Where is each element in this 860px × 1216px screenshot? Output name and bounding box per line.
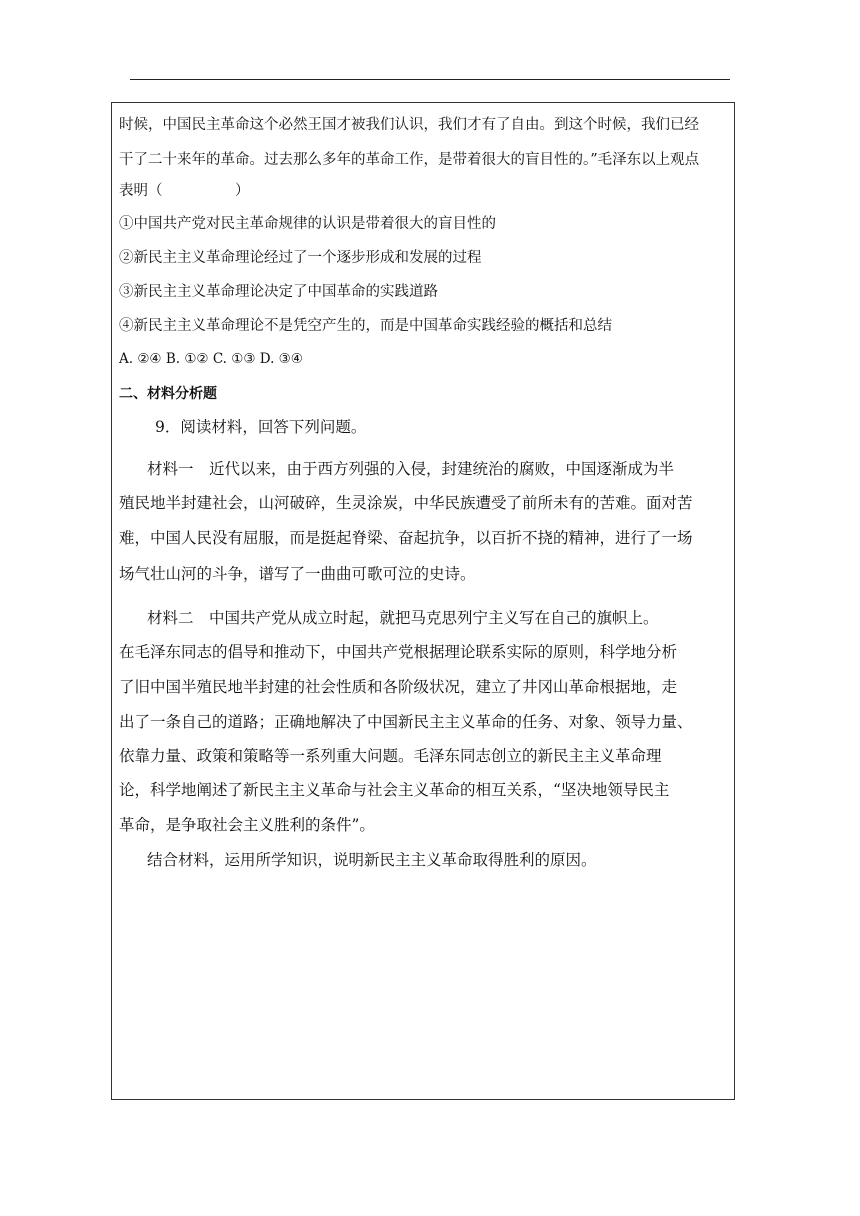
- q8-stem-line-3: 表明（ ）: [119, 183, 250, 199]
- material2-line-2: 在毛泽东同志的倡导和推动下，中国共产党根据理论联系实际的原则，科学地分析: [119, 643, 678, 661]
- q8-option-3: ③新民主主义革命理论决定了中国革命的实践道路: [119, 284, 438, 300]
- q8-answer-choices: A. ②④ B. ①② C. ①③ D. ③④: [119, 351, 303, 367]
- material2-line-7: 革命，是争取社会主义胜利的条件”。: [119, 816, 375, 834]
- q8-stem-line-2: 干了二十来年的革命。过去那么多年的革命工作，是带着很大的盲目性的。”毛泽东以上观点: [119, 152, 700, 168]
- material1-line-4: 场气壮山河的斗争，谱写了一曲曲可歌可泣的史诗。: [119, 565, 476, 583]
- question-table-cell: [111, 102, 735, 1100]
- q8-option-2: ②新民主主义革命理论经过了一个逐步形成和发展的过程: [119, 250, 482, 266]
- q9-intro: 9．阅读材料，回答下列问题。: [155, 418, 367, 436]
- material1-line-2: 殖民地半封建社会，山河破碎，生灵涂炭，中华民族遭受了前所未有的苦难。面对苦: [119, 494, 693, 512]
- q8-stem-line-1: 时候，中国民主革命这个必然王国才被我们认识，我们才有了自由。到这个时候，我们已经: [119, 117, 699, 133]
- material2-line-1: 材料二 中国共产党从成立时起，就把马克思列宁主义写在自己的旗帜上。: [147, 609, 659, 627]
- header-rule: [130, 79, 730, 80]
- q9-task: 结合材料，运用所学知识，说明新民主主义革命取得胜利的原因。: [147, 851, 597, 869]
- material2-line-3: 了旧中国半殖民地半封建的社会性质和各阶级状况，建立了井冈山革命根据地，走: [119, 678, 678, 696]
- q8-option-4: ④新民主主义革命理论不是凭空产生的，而是中国革命实践经验的概括和总结: [119, 318, 612, 334]
- material2-line-4: 出了一条自己的道路；正确地解决了中国新民主主义革命的任务、对象、领导力量、: [119, 713, 693, 731]
- material1-line-1: 材料一 近代以来，由于西方列强的入侵，封建统治的腐败，中国逐渐成为半: [147, 460, 675, 478]
- section-heading: 二、材料分析题: [119, 386, 217, 402]
- material2-line-5: 依靠力量、政策和策略等一系列重大问题。毛泽东同志创立的新民主主义革命理: [119, 747, 662, 765]
- material2-line-6: 论，科学地阐述了新民主主义革命与社会主义革命的相互关系，“坚决地领导民主: [119, 781, 670, 799]
- q8-option-1: ①中国共产党对民主革命规律的认识是带着很大的盲目性的: [119, 216, 496, 232]
- material1-line-3: 难，中国人民没有屈服，而是挺起脊梁、奋起抗争，以百折不挠的精神，进行了一场: [119, 529, 693, 547]
